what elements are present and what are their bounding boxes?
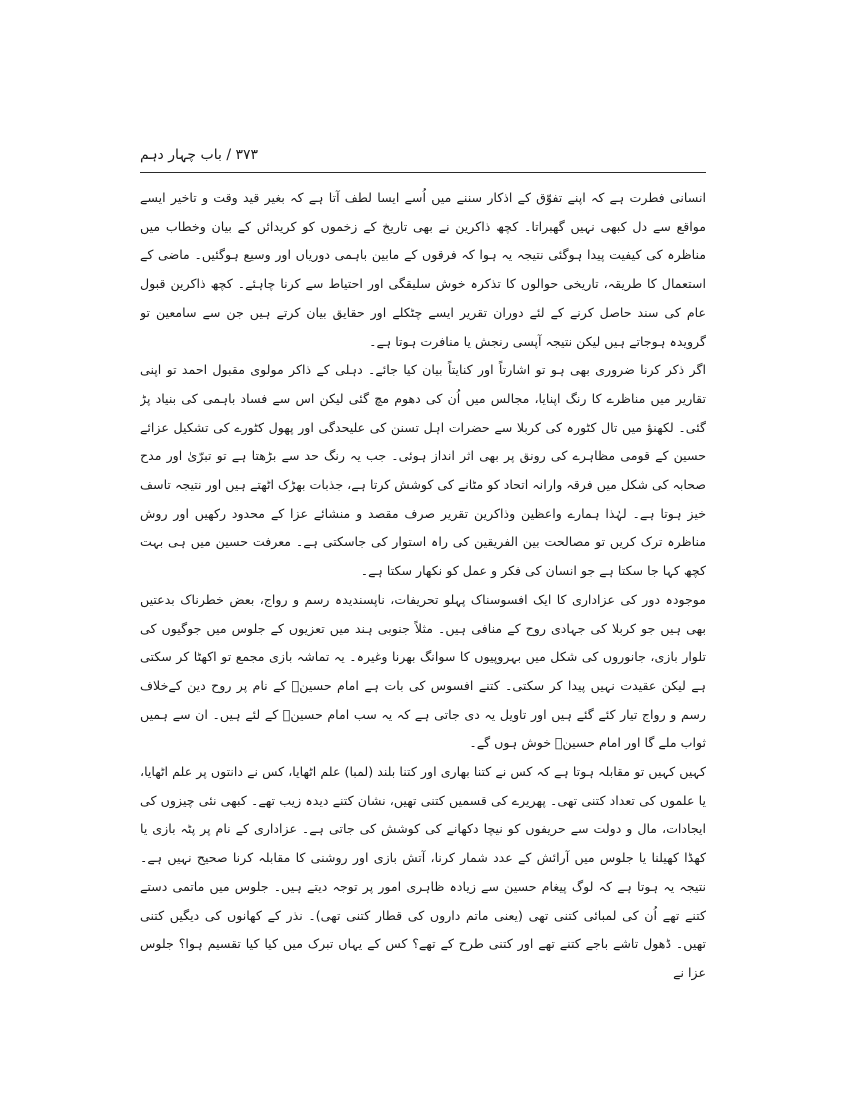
header-rule [140, 172, 706, 173]
paragraph: اگر ذکر کرنا ضروری بھی ہو تو اشارتاً اور کنایتاً بیان کیا جائے۔ دہلی کے ذاکر مولوی مقبول احمد تو اپنی تقاریر میں مناظرے کا رنگ اپنایا، مجالس میں اُن کی دھوم مچ گئی لیکن اس سے فساد باہمی کی بنیاد پڑ گئی۔ لکھنؤ میں تال کٹورہ کی کربلا سے حضرات اہل تسنن کی علیحدگی اور پھول کٹورے کی تشکیل عزائے حسین کے قومی مظاہرے کی رونق پر بھی اثر انداز ہوئی۔ جب یہ رنگ حد سے بڑھتا ہے تو تبرّیٰ اور مدح صحابہ کی شکل میں فرقہ وارانہ اتحاد کو مٹانے کی کوشش کرتا ہے، جذبات بھڑک اٹھتے ہیں اور نتیجہ تاسف خیز ہوتا ہے۔ لہٰذا ہمارے واعظین وذاکرین تقریر صرف مقصد و منشائے عزا کے محدود رکھیں اور روش مناظرہ ترک کریں تو مصالحت بین الفریقین کی راہ استوار کی جاسکتی ہے۔ معرفت حسین میں ہی بہت کچھ کہا جا سکتا ہے جو انسان کی فکر و عمل کو نکھار سکتا ہے۔ [140, 362, 706, 579]
body-text [140, 184, 706, 1064]
page-number: ۳۷۳ [235, 147, 259, 163]
header-separator: / [226, 147, 232, 163]
chapter-title: باب چہار دہم [140, 147, 222, 163]
paragraph: کہیں کہیں تو مقابلہ ہوتا ہے کہ کس نے کتنا بھاری اور کتنا بلند (لمبا) علم اٹھایا، کس نے دانتوں پر علم اٹھایا، یا علموں کی تعداد کتنی تھی۔ پھریرے کی قسمیں کتنی تھیں، نشان کتنے دیدہ زیب تھے۔ کبھی نئی چیزوں کی ایجادات، مال و دولت سے حریفوں کو نیچا دکھانے کی کوشش کی جاتی ہے۔ عزاداری کے نام پر پٹہ بازی یا کھڈا کھیلنا یا جلوس میں آرائش کے عدد شمار کرنا، آتش بازی اور روشنی کا مقابلہ کرنا صحیح نہیں ہے۔ نتیجہ یہ ہوتا ہے کہ لوگ پیغام حسین سے زیادہ ظاہری امور پر توجہ دیتے ہیں۔ جلوس میں ماتمی دستے کتنے تھے اُن کی لمبائی کتنی تھی (یعنی ماتم داروں کی قطار کتنی تھی)۔ نذر کے کھانوں کی دیگیں کتنی تھیں۔ ڈھول تاشے باجے کتنے تھے اور کتنی طرح کے تھے؟ کس کے یہاں تبرک میں کیا کیا تقسیم ہوا؟ جلوس عزا نے [140, 764, 706, 980]
paragraph: موجودہ دور کی عزاداری کا ایک افسوسناک پہلو تحریفات، ناپسندیدہ رسم و رواج، بعض خطرناک بدعتیں بھی ہیں جو کربلا کی جہادی روح کے منافی ہیں۔ مثلاً جنوبی ہند میں تعزیوں کے جلوس میں جوگیوں کی تلوار بازی، جانوروں کی شکل میں بہروپیوں کا سوانگ بھرنا وغیرہ۔ یہ تماشہ بازی مجمع تو اکھٹا کر سکتی ہے لیکن عقیدت نہیں پیدا کر سکتی۔ کتنے افسوس کی بات ہے امام حسینؑ کے نام پر روح دین کےخلاف رسم و رواج تیار کئے گئے ہیں اور تاویل یہ دی جاتی ہے کہ یہ سب امام حسینؑ کے لئے ہیں۔ ان سے ہمیں ثواب ملے گا اور امام حسینؑ خوش ہوں گے۔ [140, 591, 706, 751]
running-header [140, 140, 706, 170]
paragraph: انسانی فطرت ہے کہ اپنے تفوّق کے اذکار سننے میں اُسے ایسا لطف آتا ہے کہ بغیر قید وقت و تاخیر ایسے مواقع سے دل کبھی نہیں گھبراتا۔ کچھ ذاکرین نے بھی تاریخ کے زخموں کو کریدائں کے بیان وخطاب میں مناظرہ کی کیفیت پیدا ہوگئی نتیجہ یہ ہوا کہ فرقوں کے مابین باہمی دوریاں اور وسیع ہوگئیں۔ ماضی کے استعمال کا طریقہ، تاریخی حوالوں کا تذکرہ خوش سلیقگی اور احتیاط سے کرنا چاہئے۔ کچھ ذاکرین قبول عام کی سند حاصل کرنے کے لئے دوران تقریر ایسے چٹکلے اور حقایق بیان کرتے ہیں جن سے سامعین تو گرویدہ ہوجاتے ہیں لیکن نتیجہ آپسی رنجش یا منافرت ہوتا ہے۔ [140, 190, 706, 349]
